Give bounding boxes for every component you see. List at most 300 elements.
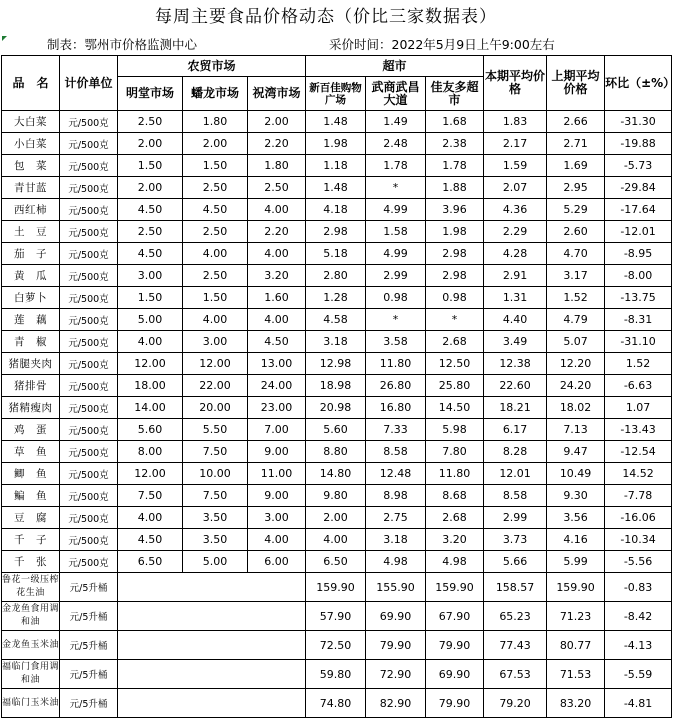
super-1-price: 1.18 [306,155,366,177]
market-prices-empty [118,689,306,718]
table-row [2,287,672,309]
market-3-price: 1.80 [248,155,306,177]
super-2-price: 155.90 [366,573,426,602]
market-3-price: 24.00 [248,375,306,397]
market-1-price: 1.50 [118,155,183,177]
table-row [2,309,672,331]
unit-cell: 元/500克 [60,177,118,199]
super-2-price: 3.58 [366,331,426,353]
unit-cell: 元/500克 [60,133,118,155]
avg-this-cell: 12.01 [484,463,547,485]
ratio-cell: -31.10 [605,331,672,353]
super-3-price: 67.90 [426,602,484,631]
item-name: 茄 子 [2,243,60,265]
market-3-price: 11.00 [248,463,306,485]
ratio-cell: -16.06 [605,507,672,529]
market-3-price: 13.00 [248,353,306,375]
market-1-price: 14.00 [118,397,183,419]
item-name: 青 椒 [2,331,60,353]
super-3-price: 79.90 [426,689,484,718]
super-2-price: 8.58 [366,441,426,463]
super-2-price: 11.80 [366,353,426,375]
market-2-price: 5.50 [183,419,248,441]
item-name: 猪精瘦肉 [2,397,60,419]
avg-last-cell: 9.30 [547,485,605,507]
market-3-price: 4.00 [248,529,306,551]
unit-cell: 元/500克 [60,485,118,507]
super-2-price: 26.80 [366,375,426,397]
super-1-price: 57.90 [306,602,366,631]
super-1-price: 72.50 [306,631,366,660]
market-3-price: 6.00 [248,551,306,573]
ratio-cell: 14.52 [605,463,672,485]
market-3-price: 2.50 [248,177,306,199]
ratio-cell: -4.13 [605,631,672,660]
market-1-price: 8.00 [118,441,183,463]
unit-cell: 元/5升桶 [60,573,118,602]
header-super-1: 新百佳购物广场 [306,77,366,111]
super-1-price: 1.98 [306,133,366,155]
unit-cell: 元/500克 [60,419,118,441]
super-1-price: 159.90 [306,573,366,602]
header-market-group: 农贸市场 [118,56,306,77]
super-2-price: 69.90 [366,602,426,631]
avg-last-cell: 7.13 [547,419,605,441]
market-3-price: 9.00 [248,441,306,463]
avg-last-cell: 5.99 [547,551,605,573]
avg-this-cell: 8.58 [484,485,547,507]
super-3-price: 2.68 [426,507,484,529]
market-1-price: 5.60 [118,419,183,441]
super-1-price: 2.80 [306,265,366,287]
avg-this-cell: 79.20 [484,689,547,718]
avg-this-cell: 67.53 [484,660,547,689]
market-2-price: 22.00 [183,375,248,397]
item-name: 福临门食用调和油 [2,660,60,689]
super-3-price: 3.20 [426,529,484,551]
avg-this-cell: 1.31 [484,287,547,309]
super-2-price: 3.18 [366,529,426,551]
avg-last-cell: 71.23 [547,602,605,631]
super-3-price: 1.88 [426,177,484,199]
super-1-price: 1.48 [306,177,366,199]
ratio-cell: -7.78 [605,485,672,507]
item-name: 金龙鱼食用调和油 [2,602,60,631]
avg-last-cell: 83.20 [547,689,605,718]
header-market-2: 蟠龙市场 [183,77,248,111]
item-name: 白萝卜 [2,287,60,309]
market-2-price: 1.80 [183,111,248,133]
ratio-cell: -5.56 [605,551,672,573]
market-2-price: 1.50 [183,287,248,309]
cell-comment-marker [2,36,7,41]
market-1-price: 2.00 [118,133,183,155]
avg-last-cell: 80.77 [547,631,605,660]
super-1-price: 1.48 [306,111,366,133]
header-name: 品 名 [2,56,60,111]
header-super-3: 佳友多超市 [426,77,484,111]
ratio-cell: -12.01 [605,221,672,243]
super-3-price: 0.98 [426,287,484,309]
table-row [2,551,672,573]
ratio-cell: -8.00 [605,265,672,287]
market-1-price: 2.50 [118,221,183,243]
item-name: 西红柿 [2,199,60,221]
unit-cell: 元/500克 [60,199,118,221]
avg-last-cell: 5.29 [547,199,605,221]
item-name: 鳊 鱼 [2,485,60,507]
super-2-price: 72.90 [366,660,426,689]
table-row [2,485,672,507]
item-name: 大白菜 [2,111,60,133]
table-row [2,331,672,353]
avg-this-cell: 12.38 [484,353,547,375]
market-3-price: 4.00 [248,199,306,221]
super-3-price: * [426,309,484,331]
market-2-price: 20.00 [183,397,248,419]
market-3-price: 2.20 [248,221,306,243]
table-row [2,199,672,221]
super-3-price: 1.78 [426,155,484,177]
header-super-group: 超市 [306,56,484,77]
super-1-price: 74.80 [306,689,366,718]
ratio-cell: -13.75 [605,287,672,309]
item-name: 青甘蓝 [2,177,60,199]
super-3-price: 14.50 [426,397,484,419]
table-row [2,660,672,689]
market-3-price: 3.20 [248,265,306,287]
market-3-price: 7.00 [248,419,306,441]
ratio-cell: -8.31 [605,309,672,331]
market-3-price: 4.50 [248,331,306,353]
price-table [1,55,675,718]
market-1-price: 4.00 [118,331,183,353]
avg-this-cell: 65.23 [484,602,547,631]
table-row [2,155,672,177]
super-1-price: 4.00 [306,529,366,551]
market-prices-empty [118,660,306,689]
super-3-price: 5.98 [426,419,484,441]
avg-this-cell: 5.66 [484,551,547,573]
ratio-cell: -10.34 [605,529,672,551]
market-1-price: 6.50 [118,551,183,573]
avg-this-cell: 158.57 [484,573,547,602]
market-1-price: 12.00 [118,463,183,485]
super-1-price: 3.18 [306,331,366,353]
market-2-price: 12.00 [183,353,248,375]
ratio-cell: -8.42 [605,602,672,631]
super-3-price: 2.98 [426,265,484,287]
market-2-price: 7.50 [183,441,248,463]
market-3-price: 9.00 [248,485,306,507]
collect-time-label: 采价时间：2022年5月9日上午9:00左右 [329,37,555,52]
header-market-1: 明堂市场 [118,77,183,111]
unit-cell: 元/5升桶 [60,602,118,631]
avg-last-cell: 1.52 [547,287,605,309]
table-row [2,689,672,718]
market-2-price: 10.00 [183,463,248,485]
market-2-price: 2.00 [183,133,248,155]
unit-cell: 元/500克 [60,309,118,331]
avg-last-cell: 4.79 [547,309,605,331]
super-1-price: 59.80 [306,660,366,689]
item-name: 黄 瓜 [2,265,60,287]
table-row [2,133,672,155]
super-2-price: 7.33 [366,419,426,441]
table-row [2,573,672,602]
item-name: 千 张 [2,551,60,573]
market-prices-empty [118,631,306,660]
unit-cell: 元/500克 [60,265,118,287]
market-1-price: 2.00 [118,177,183,199]
item-name: 福临门玉米油 [2,689,60,718]
super-3-price: 79.90 [426,631,484,660]
item-name: 千 子 [2,529,60,551]
super-2-price: 1.58 [366,221,426,243]
unit-cell: 元/500克 [60,287,118,309]
super-3-price: 8.68 [426,485,484,507]
ratio-cell: -19.88 [605,133,672,155]
super-1-price: 18.98 [306,375,366,397]
item-name: 鸡 蛋 [2,419,60,441]
avg-last-cell: 2.71 [547,133,605,155]
item-name: 小白菜 [2,133,60,155]
super-1-price: 4.18 [306,199,366,221]
header-unit: 计价单位 [60,56,118,111]
market-2-price: 7.50 [183,485,248,507]
super-3-price: 2.98 [426,243,484,265]
market-1-price: 12.00 [118,353,183,375]
super-2-price: * [366,309,426,331]
market-3-price: 2.20 [248,133,306,155]
market-2-price: 3.50 [183,507,248,529]
item-name: 猪排骨 [2,375,60,397]
item-name: 豆 腐 [2,507,60,529]
table-row [2,631,672,660]
unit-cell: 元/500克 [60,375,118,397]
header-avg-this: 本期平均价格 [484,56,547,111]
market-2-price: 4.50 [183,199,248,221]
table-row [2,375,672,397]
ratio-cell: -12.54 [605,441,672,463]
table-row [2,419,672,441]
avg-last-cell: 2.95 [547,177,605,199]
ratio-cell: 1.07 [605,397,672,419]
unit-cell: 元/500克 [60,221,118,243]
avg-last-cell: 18.02 [547,397,605,419]
avg-this-cell: 2.07 [484,177,547,199]
super-2-price: 4.98 [366,551,426,573]
ratio-cell: -31.30 [605,111,672,133]
market-2-price: 2.50 [183,265,248,287]
avg-this-cell: 6.17 [484,419,547,441]
avg-last-cell: 3.56 [547,507,605,529]
table-row [2,463,672,485]
super-1-price: 9.80 [306,485,366,507]
avg-last-cell: 10.49 [547,463,605,485]
avg-this-cell: 8.28 [484,441,547,463]
maker-label: 制表：鄂州市价格监测中心 [47,37,198,52]
item-name: 金龙鱼玉米油 [2,631,60,660]
ratio-cell: -5.73 [605,155,672,177]
table-row [2,529,672,551]
avg-this-cell: 2.91 [484,265,547,287]
market-1-price: 2.50 [118,111,183,133]
avg-last-cell: 9.47 [547,441,605,463]
market-prices-empty [118,573,306,602]
ratio-cell: -17.64 [605,199,672,221]
super-1-price: 5.18 [306,243,366,265]
market-prices-empty [118,602,306,631]
unit-cell: 元/500克 [60,441,118,463]
super-2-price: * [366,177,426,199]
super-2-price: 12.48 [366,463,426,485]
super-2-price: 2.99 [366,265,426,287]
market-1-price: 5.00 [118,309,183,331]
market-2-price: 4.00 [183,309,248,331]
ratio-cell: -4.81 [605,689,672,718]
item-name: 土 豆 [2,221,60,243]
super-2-price: 1.49 [366,111,426,133]
super-1-price: 2.00 [306,507,366,529]
header-super-2: 武商武昌大道 [366,77,426,111]
super-2-price: 8.98 [366,485,426,507]
item-name: 草 鱼 [2,441,60,463]
market-2-price: 1.50 [183,155,248,177]
super-2-price: 0.98 [366,287,426,309]
super-2-price: 16.80 [366,397,426,419]
header-market-3: 祝湾市场 [248,77,306,111]
unit-cell: 元/500克 [60,463,118,485]
unit-cell: 元/500克 [60,551,118,573]
market-1-price: 4.00 [118,507,183,529]
market-1-price: 4.50 [118,199,183,221]
avg-this-cell: 3.73 [484,529,547,551]
super-2-price: 79.90 [366,631,426,660]
super-2-price: 2.48 [366,133,426,155]
avg-this-cell: 77.43 [484,631,547,660]
avg-last-cell: 2.60 [547,221,605,243]
market-1-price: 3.00 [118,265,183,287]
super-3-price: 25.80 [426,375,484,397]
avg-last-cell: 2.66 [547,111,605,133]
item-name: 莲 藕 [2,309,60,331]
ratio-cell: 1.52 [605,353,672,375]
unit-cell: 元/500克 [60,155,118,177]
table-row [2,243,672,265]
market-3-price: 23.00 [248,397,306,419]
market-2-price: 2.50 [183,177,248,199]
super-3-price: 7.80 [426,441,484,463]
market-3-price: 4.00 [248,309,306,331]
avg-this-cell: 18.21 [484,397,547,419]
market-3-price: 1.60 [248,287,306,309]
super-1-price: 2.98 [306,221,366,243]
super-3-price: 159.90 [426,573,484,602]
unit-cell: 元/500克 [60,111,118,133]
item-name: 鲁花一级压榨花生油 [2,573,60,602]
table-row [2,397,672,419]
market-1-price: 7.50 [118,485,183,507]
ratio-cell: -0.83 [605,573,672,602]
super-3-price: 4.98 [426,551,484,573]
table-row [2,221,672,243]
avg-this-cell: 4.36 [484,199,547,221]
avg-this-cell: 2.17 [484,133,547,155]
page-title: 每周主要食品价格动态（价比三家数据表） [155,7,497,27]
market-3-price: 4.00 [248,243,306,265]
market-2-price: 2.50 [183,221,248,243]
market-1-price: 4.50 [118,243,183,265]
avg-this-cell: 1.83 [484,111,547,133]
super-3-price: 1.68 [426,111,484,133]
table-row [2,602,672,631]
super-1-price: 14.80 [306,463,366,485]
market-2-price: 5.00 [183,551,248,573]
avg-last-cell: 4.16 [547,529,605,551]
item-name: 鲫 鱼 [2,463,60,485]
market-2-price: 4.00 [183,243,248,265]
unit-cell: 元/500克 [60,243,118,265]
super-1-price: 6.50 [306,551,366,573]
super-3-price: 3.96 [426,199,484,221]
unit-cell: 元/500克 [60,353,118,375]
avg-this-cell: 4.28 [484,243,547,265]
header-avg-last: 上期平均价格 [547,56,605,111]
item-name: 包 菜 [2,155,60,177]
avg-this-cell: 4.40 [484,309,547,331]
super-1-price: 8.80 [306,441,366,463]
ratio-cell: -5.59 [605,660,672,689]
table-row [2,111,672,133]
avg-this-cell: 2.29 [484,221,547,243]
ratio-cell: -29.84 [605,177,672,199]
avg-last-cell: 71.53 [547,660,605,689]
table-row [2,177,672,199]
avg-last-cell: 5.07 [547,331,605,353]
super-2-price: 82.90 [366,689,426,718]
table-row [2,507,672,529]
avg-last-cell: 4.70 [547,243,605,265]
table-row [2,441,672,463]
item-name: 猪腿夹肉 [2,353,60,375]
avg-last-cell: 12.20 [547,353,605,375]
avg-this-cell: 3.49 [484,331,547,353]
ratio-cell: -13.43 [605,419,672,441]
super-3-price: 1.98 [426,221,484,243]
market-3-price: 3.00 [248,507,306,529]
avg-last-cell: 1.69 [547,155,605,177]
super-1-price: 4.58 [306,309,366,331]
unit-cell: 元/500克 [60,529,118,551]
super-3-price: 11.80 [426,463,484,485]
super-2-price: 1.78 [366,155,426,177]
ratio-cell: -8.95 [605,243,672,265]
super-1-price: 1.28 [306,287,366,309]
unit-cell: 元/5升桶 [60,689,118,718]
avg-last-cell: 3.17 [547,265,605,287]
super-2-price: 2.75 [366,507,426,529]
super-1-price: 12.98 [306,353,366,375]
market-3-price: 2.00 [248,111,306,133]
avg-last-cell: 159.90 [547,573,605,602]
market-1-price: 1.50 [118,287,183,309]
market-2-price: 3.50 [183,529,248,551]
unit-cell: 元/500克 [60,507,118,529]
unit-cell: 元/5升桶 [60,631,118,660]
table-row [2,265,672,287]
table-row [2,353,672,375]
